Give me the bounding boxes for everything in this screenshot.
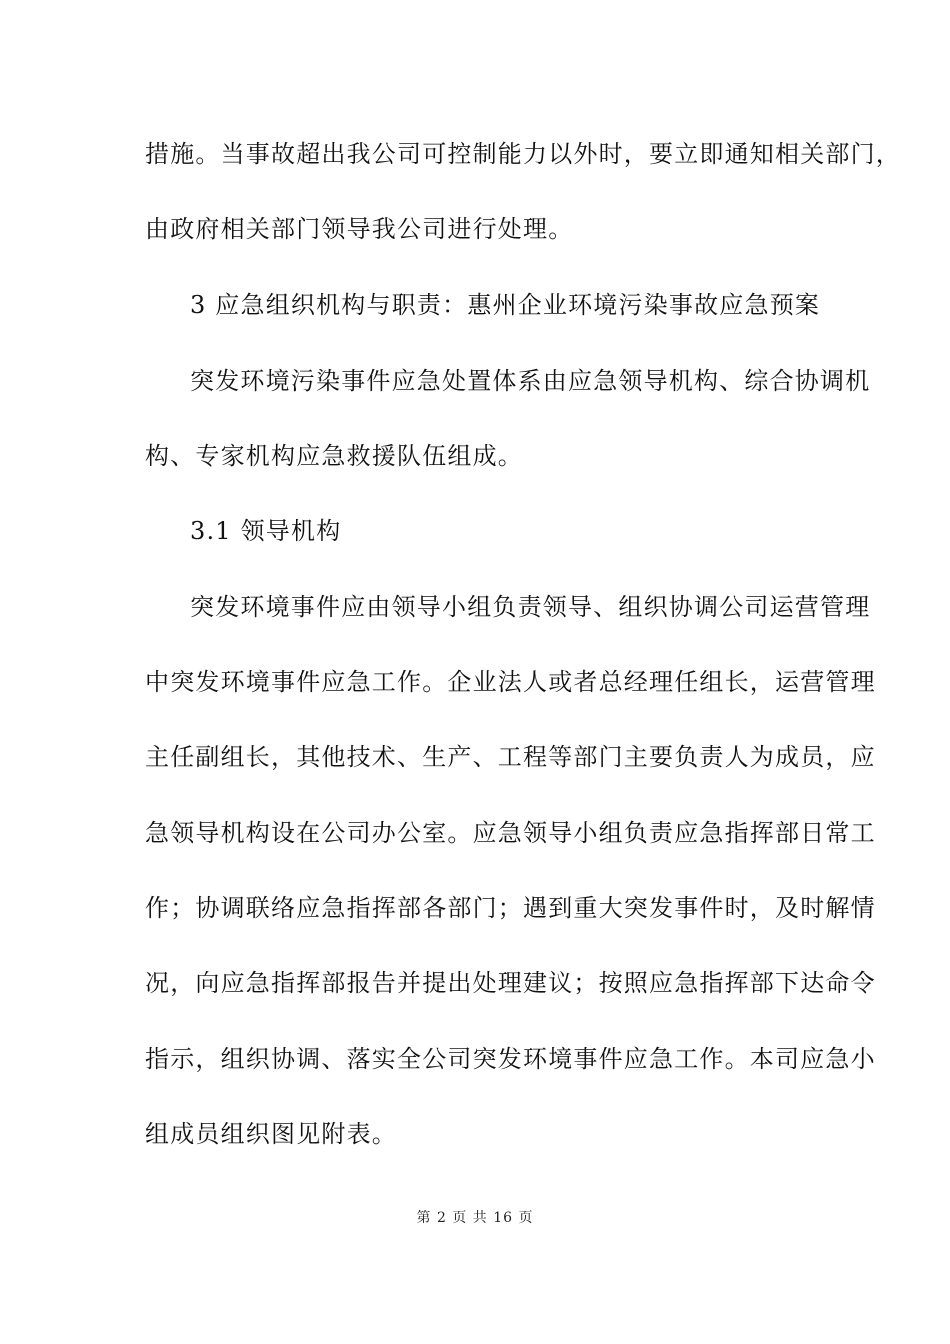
body-text-line: 况，向应急指挥部报告并提出处理建议；按照应急指挥部下达命令: [145, 969, 876, 997]
page-number-footer: 第 2 页 共 16 页: [416, 1210, 534, 1226]
body-text-line: 措施。当事故超出我公司可控制能力以外时，要立即通知相关部门，: [145, 140, 901, 168]
body-text-line: 主任副组长，其他技术、生产、工程等部门主要负责人为成员，应: [145, 743, 876, 771]
section-heading: 3 应急组织机构与职责：惠州企业环境污染事故应急预案: [190, 291, 821, 319]
subsection-heading: 3.1 领导机构: [190, 517, 342, 545]
body-text-line: 突发环境污染事件应急处置体系由应急领导机构、综合协调机: [190, 367, 871, 395]
body-text-line: 作；协调联络应急指挥部各部门；遇到重大突发事件时，及时解情: [145, 894, 876, 922]
body-text-line: 急领导机构设在公司办公室。应急领导小组负责应急指挥部日常工: [145, 819, 876, 847]
body-text-line: 构、专家机构应急救援队伍组成。: [145, 442, 523, 470]
body-text-line: 由政府相关部门领导我公司进行处理。: [145, 215, 574, 243]
body-text-line: 突发环境事件应由领导小组负责领导、组织协调公司运营管理: [190, 593, 871, 621]
body-text-line: 组成员组织图见附表。: [145, 1120, 397, 1148]
body-text-line: 中突发环境事件应急工作。企业法人或者总经理任组长，运营管理: [145, 668, 876, 696]
body-text-line: 指示，组织协调、落实全公司突发环境事件应急工作。本司应急小: [145, 1045, 876, 1073]
